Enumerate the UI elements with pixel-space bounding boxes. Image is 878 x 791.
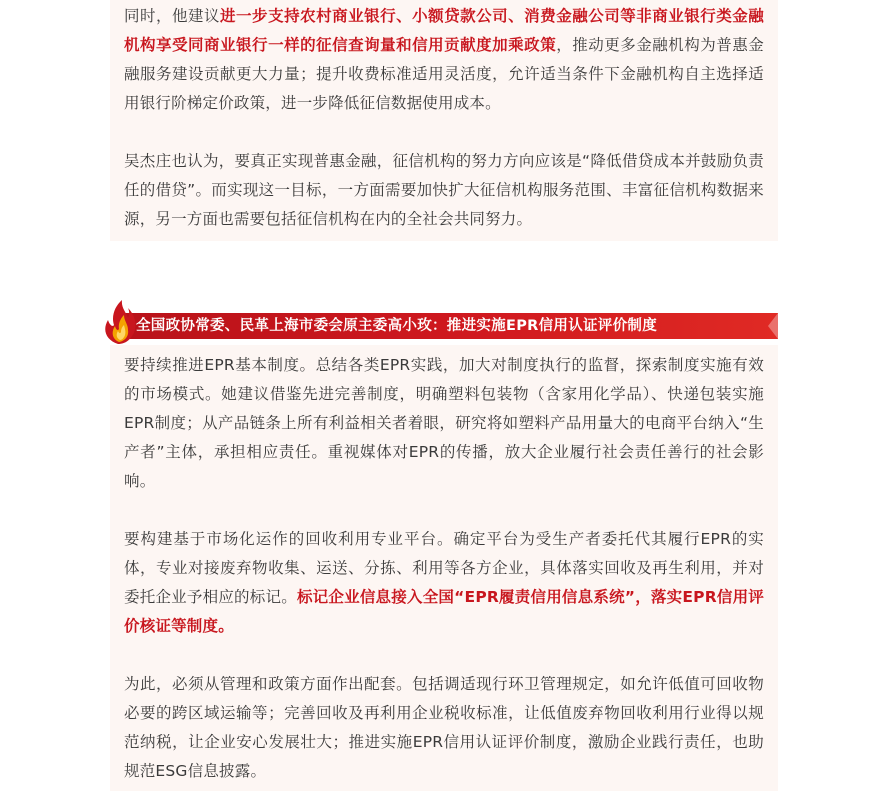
paragraph-tail: ，推动更多金融机构为普惠金融服务建设贡献更大力量；提升收费标准适用灵活度，允许适当条件下金融机构自主选择适用银行阶梯定价政策，进一步降低征信数据使用成本。 — [124, 36, 764, 112]
flame-icon — [100, 296, 140, 346]
paragraph-epr-system: 要持续推进EPR基本制度。总结各类EPR实践，加大对制度执行的监督，探索制度实施有效的市场模式。她建议借鉴先进完善制度，明确塑料包装物（含家用化学品）、快递包装实施EPR制度；从产品链条上所有利益相关者着眼，研究将如塑料产品用量大的电商平台纳入“生产者”主体，承担相应责任。重视媒体对EPR的传播，放大企业履行社会责任善行的社会影响。 — [124, 356, 764, 490]
banner-title: 全国政协常委、民革上海市委会原主委高小玫：推进实施EPR信用认证评价制度 — [136, 318, 657, 334]
paragraph-lead: 同时，他建议 — [124, 7, 221, 25]
paragraph-credit-policy — [124, 2, 764, 118]
highlighted-text: 标记企业信息接入全国“EPR履责信用信息系统”，落实EPR信用评价核证等制度。 — [124, 588, 765, 635]
paragraph-recycling-platform — [124, 525, 764, 641]
highlighted-text: 进一步支持农村商业银行、小额贷款公司、消费金融公司等非商业银行类金融机构享受同商业银行一样的征信查询量和信用贡献度加乘政策 — [124, 7, 764, 54]
paragraph-lead: 要构建基于市场化运作的回收利用专业平台。确定平台为受生产者委托代其履行EPR的实体，专业对接废弃物收集、运送、分拣、利用等各方企业，具体落实回收及再生利用，并对委托企业予相应的标记。 — [124, 530, 764, 606]
section-banner — [100, 296, 778, 346]
paragraph-policy-support: 为此，必须从管理和政策方面作出配套。包括调适现行环卫管理规定，如允许低值可回收物必要的跨区域运输等；完善回收及再利用企业税收标准，让低值废弃物回收利用行业得以规范纳税，让企业安心发展壮大；推进实施EPR信用认证评价制度，激励企业践行责任，也助规范ESG信息披露。 — [124, 675, 764, 780]
top-content-card — [110, 0, 778, 241]
bottom-content-card — [110, 345, 778, 791]
paragraph-inclusive-finance: 吴杰庄也认为，要真正实现普惠金融，征信机构的努力方向应该是“降低借贷成本并鼓励负责任的借贷”。而实现这一目标，一方面需要加快扩大征信机构服务范围、丰富征信机构数据来源，另一方面也需要包括征信机构在内的全社会共同努力。 — [124, 152, 764, 228]
